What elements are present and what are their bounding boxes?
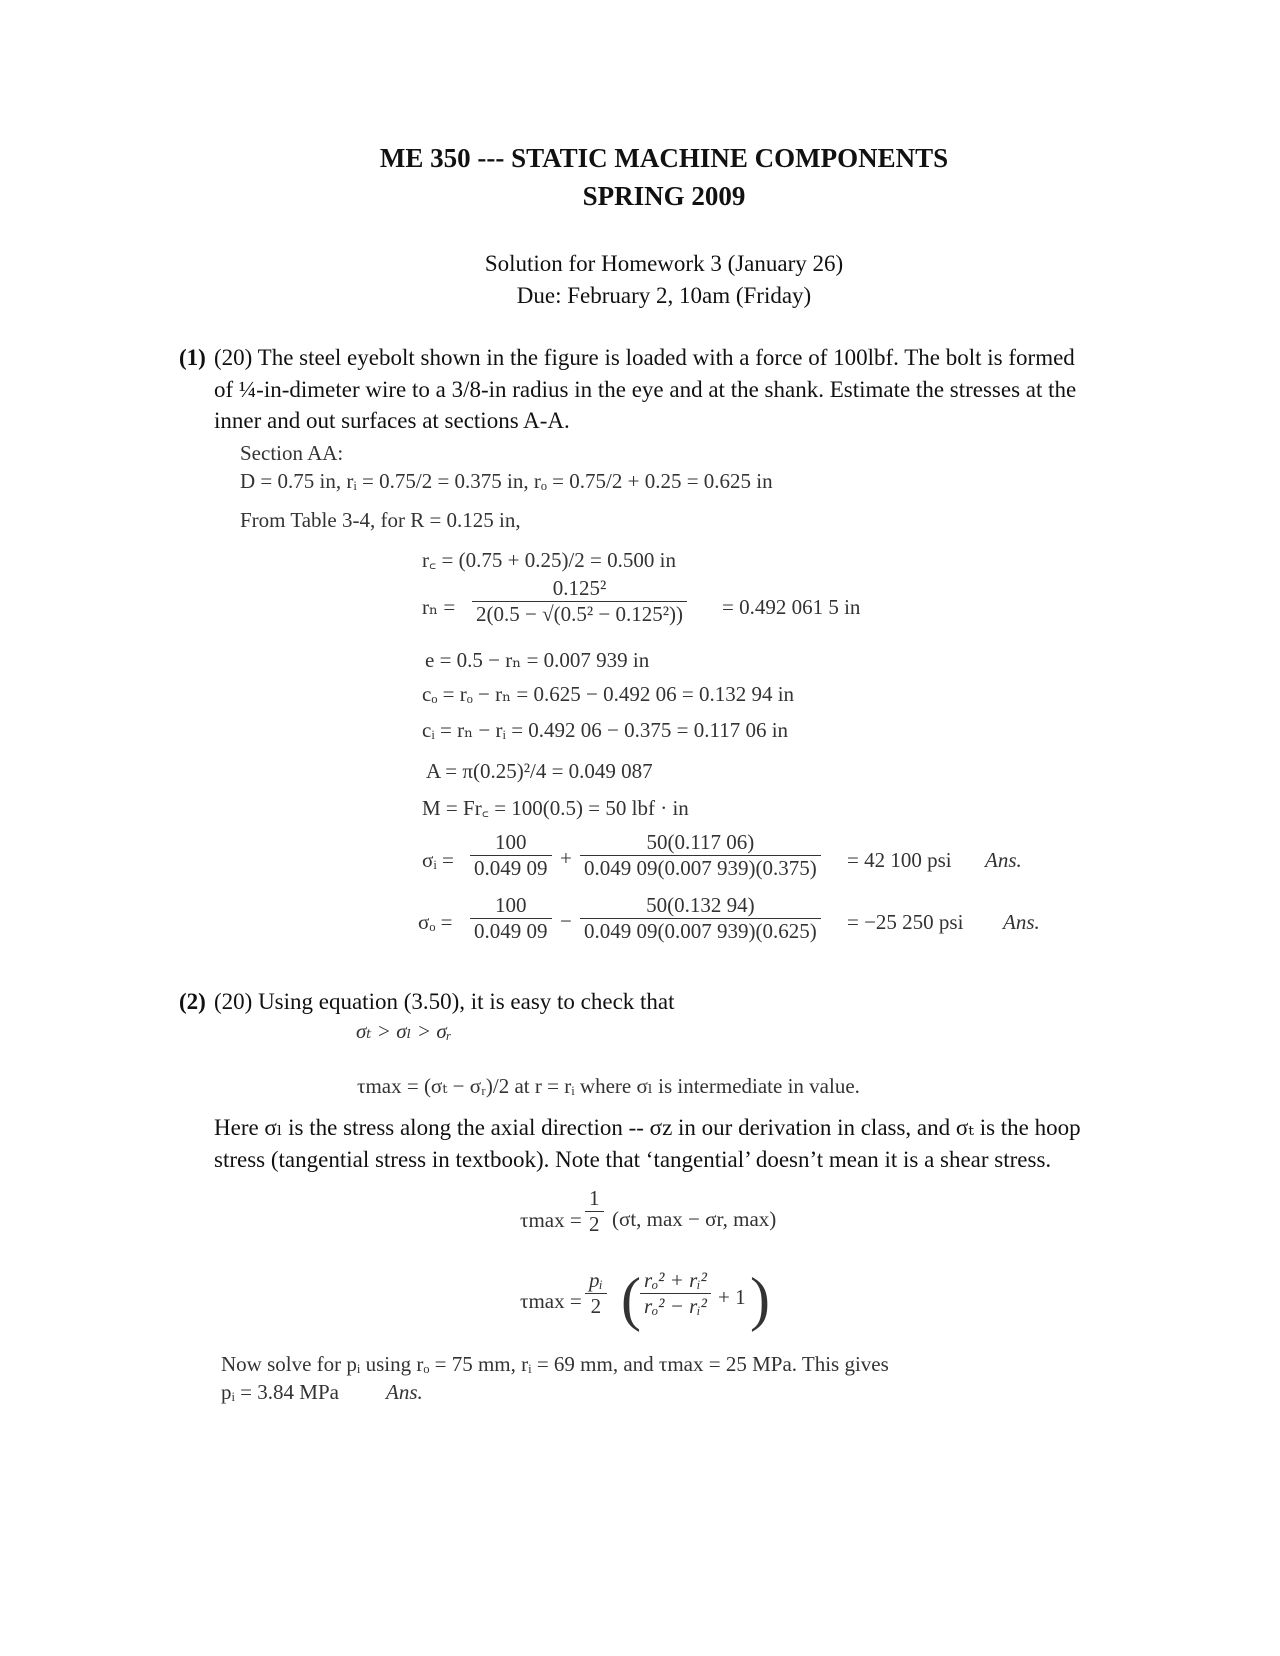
rn-lhs: rₙ = — [422, 595, 456, 619]
sigma-i-answer: Ans. — [985, 848, 1022, 872]
moment-equation: M = Fr꜀ = 100(0.5) = 50 lbf · in — [422, 796, 689, 820]
problem1-text-line1: (20) The steel eyebolt shown in the figure is loaded with a force of 100lbf. The bolt is formed — [214, 345, 1075, 370]
solve-statement: Now solve for pᵢ using rₒ = 75 mm, rᵢ = 69 mm, and τmax = 25 MPa. This gives — [221, 1352, 889, 1376]
problem2-text-line1: (20) Using equation (3.50), it is easy to check that — [214, 989, 675, 1014]
course-title: ME 350 --- STATIC MACHINE COMPONENTS — [379, 143, 949, 173]
section-label: Section AA: — [240, 441, 344, 465]
sigma-o-den1: 0.049 09 — [470, 918, 552, 944]
tau2-lhs: τmax = — [520, 1289, 582, 1313]
tau2-radius-den: rₒ² − rᵢ² — [640, 1293, 711, 1319]
sigma-o-den2: 0.049 09(0.007 939)(0.625) — [580, 918, 821, 944]
rc-equation: r꜀ = (0.75 + 0.25)/2 = 0.500 in — [422, 548, 676, 572]
tau2-pressure-den: 2 — [585, 1293, 607, 1319]
sigma-i-term1 — [470, 830, 552, 881]
tau2-right-paren: ) — [750, 1266, 770, 1332]
sigma-o-rhs: = −25 250 psi — [847, 910, 964, 934]
tau1-numerator: 1 — [589, 1186, 600, 1210]
tau2-pressure-num: pᵢ — [589, 1268, 603, 1292]
rn-denominator: 2(0.5 − √(0.5² − 0.125²)) — [472, 601, 687, 627]
stress-inequality: σₜ > σₗ > σᵣ — [356, 1019, 452, 1043]
rn-fraction — [472, 576, 687, 627]
sigma-o-answer: Ans. — [1003, 910, 1040, 934]
sigma-o-term2 — [580, 893, 821, 944]
pressure-result: pᵢ = 3.84 MPa — [221, 1380, 339, 1404]
tau2-plus-one: + 1 — [718, 1285, 746, 1309]
due-line: Due: February 2, 10am (Friday) — [516, 283, 812, 308]
problem2-here-line1: Here σₗ is the stress along the axial direction -- σz in our derivation in class, and σₜ is the hoop — [214, 1115, 1081, 1140]
e-equation: e = 0.5 − rₙ = 0.007 939 in — [425, 648, 650, 672]
term-title: SPRING 2009 — [582, 181, 746, 211]
sigma-o-num2: 50(0.132 94) — [646, 893, 755, 917]
sigma-o-num1: 100 — [495, 893, 527, 917]
sigma-o-operator: − — [560, 909, 572, 933]
problem1-text-line3: inner and out surfaces at sections A-A. — [214, 408, 570, 433]
sigma-i-lhs: σᵢ = — [422, 848, 454, 872]
problem2-number: (2) — [179, 989, 206, 1014]
problem1-text-line2: of ¼-in-dimeter wire to a 3/8-in radius in the eye and at the shank. Estimate the stresses at the — [214, 377, 1077, 402]
sigma-i-num2: 50(0.117 06) — [646, 830, 755, 854]
rn-numerator: 0.125² — [552, 576, 607, 600]
sigma-i-rhs: = 42 100 psi — [847, 848, 952, 872]
tau2-left-paren: ( — [621, 1266, 641, 1332]
tau1-denominator: 2 — [585, 1211, 604, 1237]
sigma-i-den1: 0.049 09 — [470, 855, 552, 881]
solution-line: Solution for Homework 3 (January 26) — [484, 251, 844, 276]
sigma-o-term1 — [470, 893, 552, 944]
tau2-radius-num: rₒ² + rᵢ² — [644, 1268, 707, 1292]
sigma-i-den2: 0.049 09(0.007 939)(0.375) — [580, 855, 821, 881]
problem2-here-line2: stress (tangential stress in textbook). Note that ‘tangential’ doesn’t mean it is a shear stress. — [214, 1147, 1052, 1172]
sigma-i-num1: 100 — [495, 830, 527, 854]
co-equation: cₒ = rₒ − rₙ = 0.625 − 0.492 06 = 0.132 94 in — [422, 682, 795, 706]
sigma-o-lhs: σₒ = — [418, 910, 453, 934]
ci-equation: cᵢ = rₙ − rᵢ = 0.492 06 − 0.375 = 0.117 06 in — [422, 718, 789, 742]
tau1-rhs: (σt, max − σr, max) — [612, 1207, 777, 1231]
tau2-pressure-fraction — [585, 1268, 607, 1319]
dimensions-equation: D = 0.75 in, rᵢ = 0.75/2 = 0.375 in, rₒ = 0.75/2 + 0.25 = 0.625 in — [240, 469, 773, 493]
problem1-number: (1) — [179, 345, 206, 370]
pressure-answer: Ans. — [386, 1380, 423, 1404]
tau-max-statement: τmax = (σₜ − σᵣ)/2 at r = rᵢ where σₗ is intermediate in value. — [357, 1074, 860, 1098]
table-reference: From Table 3-4, for R = 0.125 in, — [240, 508, 521, 532]
sigma-i-term2 — [580, 830, 821, 881]
tau2-radius-fraction — [640, 1268, 711, 1319]
tau1-fraction — [585, 1186, 604, 1237]
area-equation: A = π(0.25)²/4 = 0.049 087 — [426, 759, 653, 783]
sigma-i-operator: + — [560, 846, 572, 870]
tau1-lhs: τmax = — [520, 1208, 582, 1232]
rn-rhs: = 0.492 061 5 in — [722, 595, 861, 619]
